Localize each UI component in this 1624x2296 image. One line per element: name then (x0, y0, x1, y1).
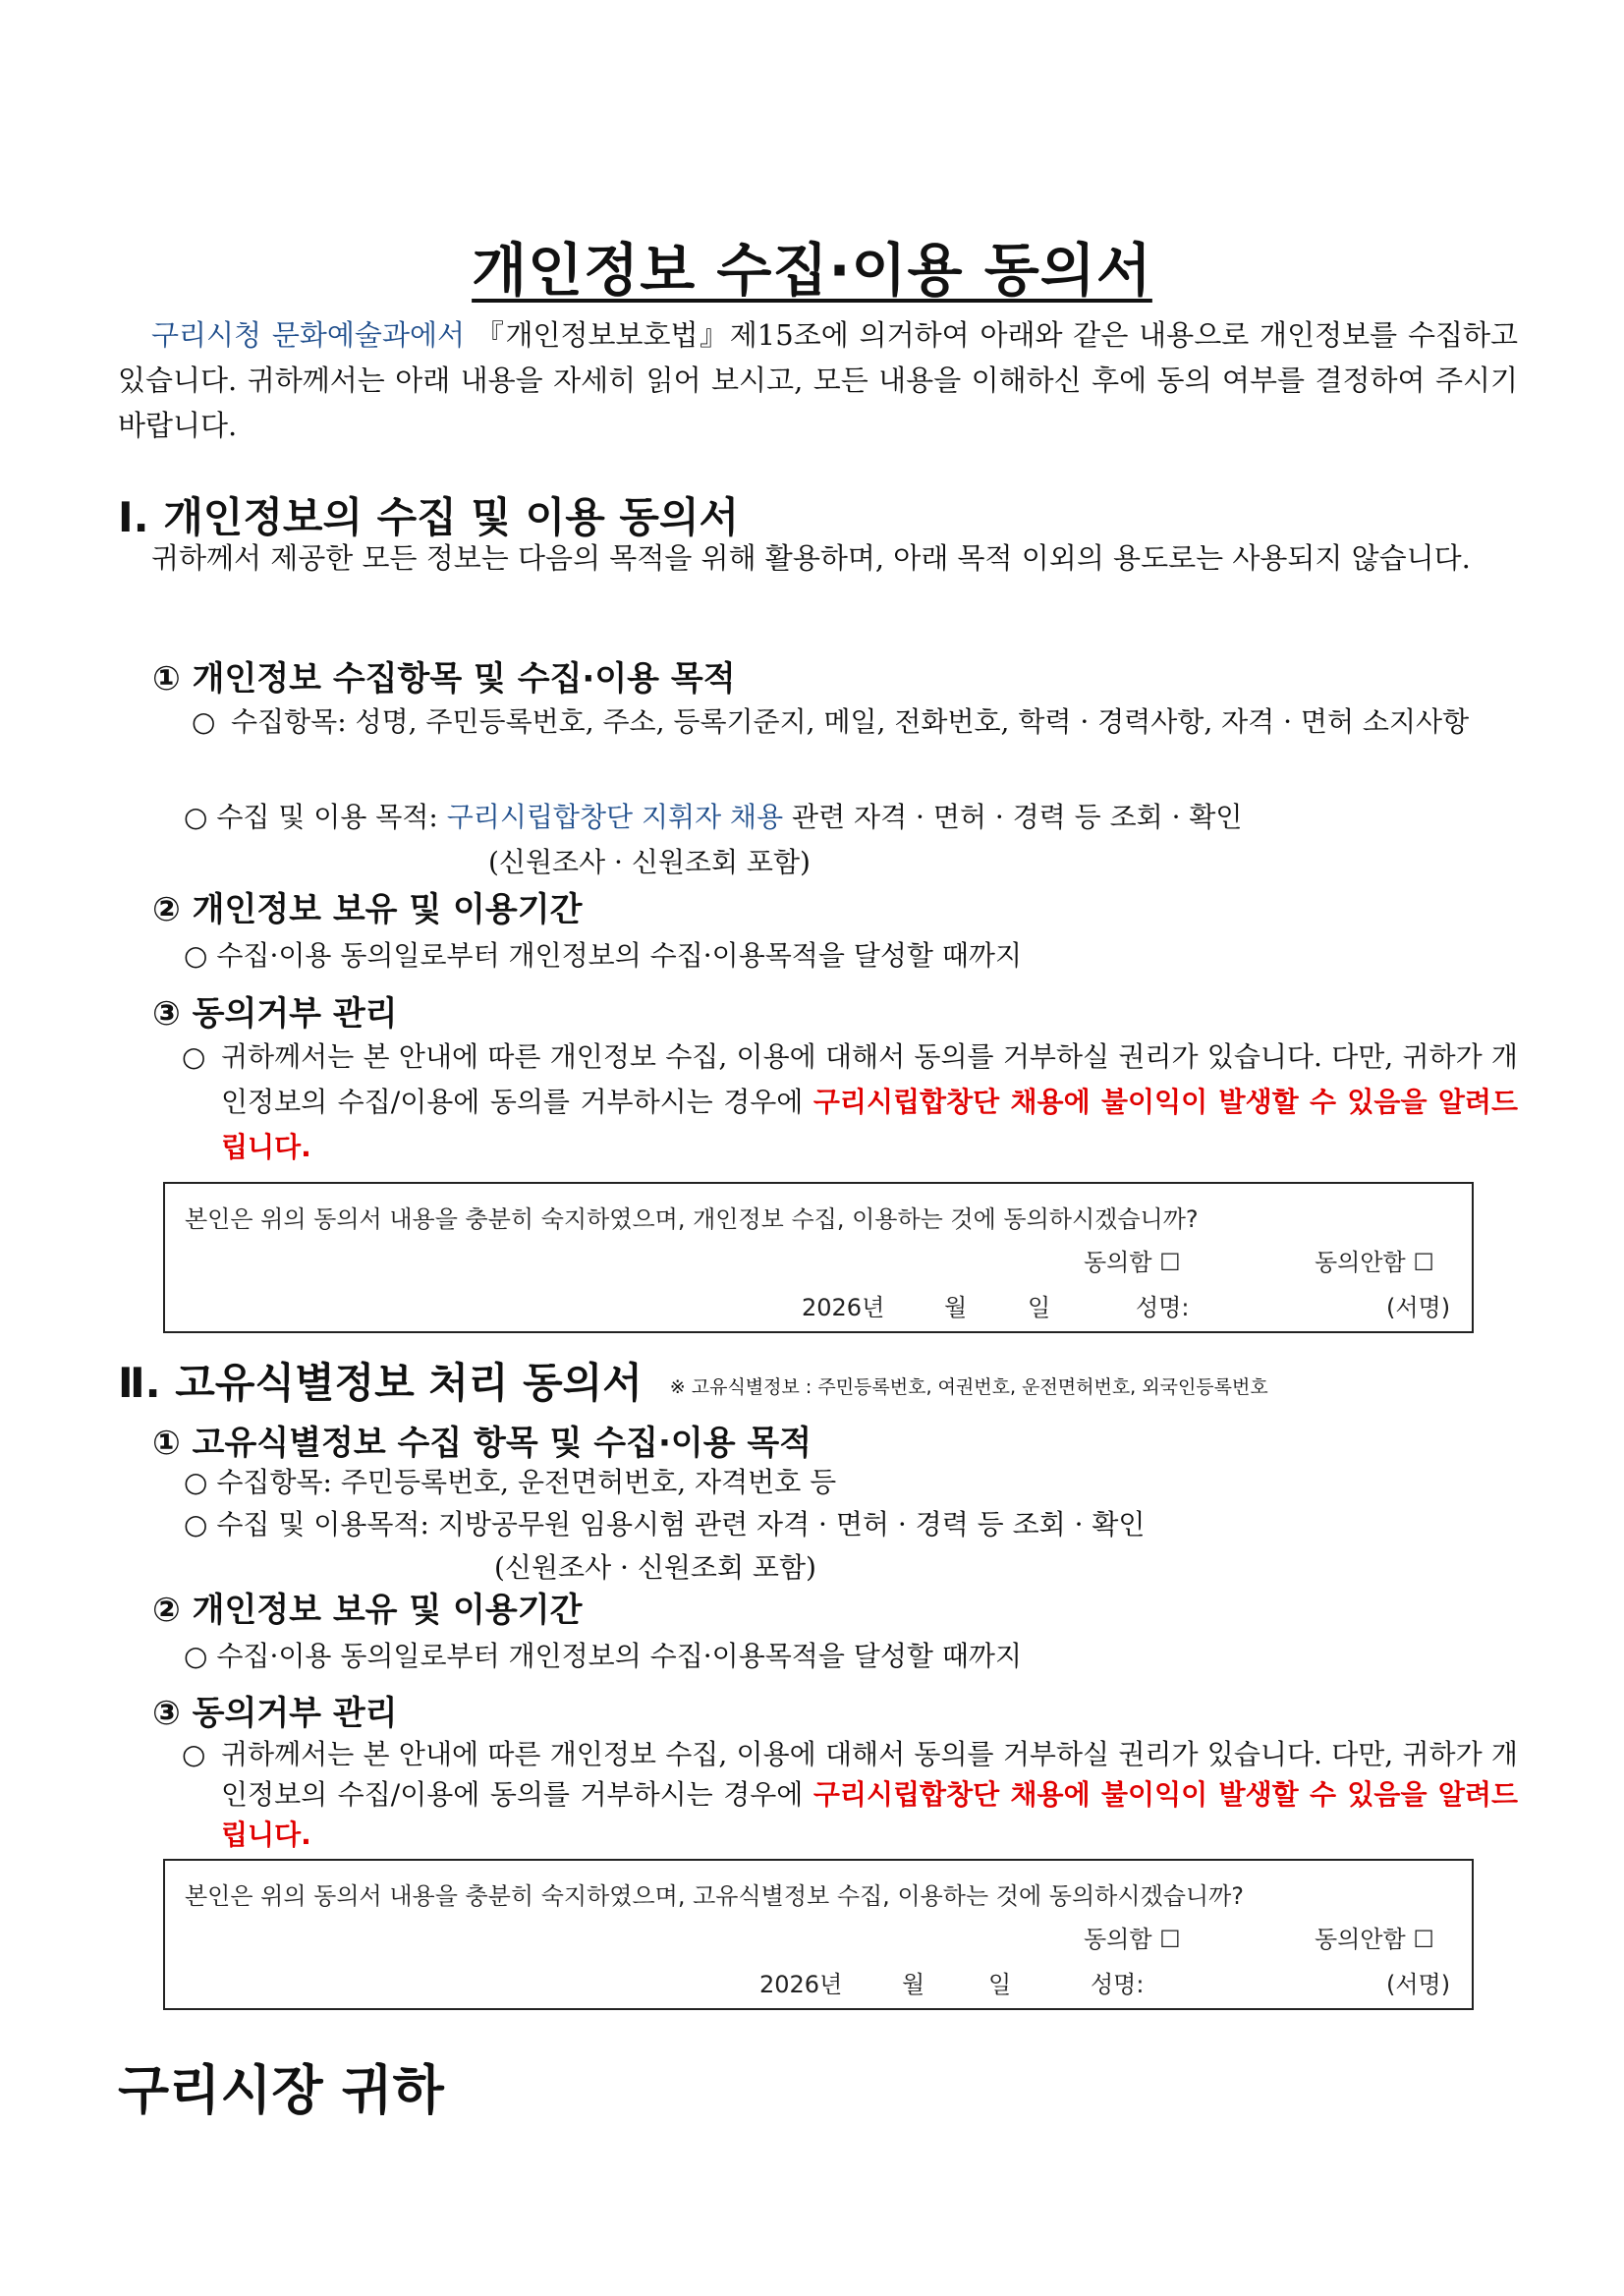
bullet-icon: ○ (184, 939, 217, 972)
consent-month: 월 (902, 1971, 925, 1998)
section1-item2-heading: ② 개인정보 보유 및 이용기간 (152, 890, 583, 929)
section2-note: ※ 고유식별정보 : 주민등록번호, 여권번호, 운전면허번호, 외국인등록번호 (669, 1376, 1268, 1398)
consent-question: 본인은 위의 동의서 내용을 충분히 숙지하였으며, 개인정보 수집, 이용하는 것에 동의하시겠습니까? (185, 1205, 1199, 1233)
section1-retention (184, 934, 1022, 974)
purpose-prefix: 수집 및 이용 목적: (216, 801, 438, 833)
intro-org: 구리시청 문화예술과에서 (151, 318, 465, 352)
section1-purpose-note: (신원조사 · 신원조회 포함) (488, 846, 811, 878)
addressee-footer: 구리시장 귀하 (118, 2059, 444, 2121)
bullet-icon: ○ (192, 705, 216, 738)
retention-text: 수집·이용 동의일로부터 개인정보의 수집·이용목적을 달성할 때까지 (216, 1640, 1022, 1672)
purpose-suffix: 관련 자격 · 면허 · 경력 등 조회 · 확인 (792, 801, 1243, 833)
section1-item3-heading: ③ 동의거부 관리 (152, 994, 398, 1034)
section2-consent-box (163, 1859, 1474, 2010)
refusal-text: 귀하께서는 본 안내에 따른 개인정보 수집, 이용에 대해서 동의를 거부하실 권리가 있습니다. 다만, 귀하가 개인정보의 수집/이용에 동의를 거부하시는 경우에 (221, 1040, 1518, 1118)
section1-heading: Ⅰ. 개인정보의 수집 및 이용 동의서 (118, 493, 740, 541)
section2-purpose (184, 1503, 1146, 1542)
bullet-icon: ○ (184, 1508, 217, 1540)
bullet-icon: ○ (184, 1466, 217, 1498)
refusal-warning: 구리시립합창단 채용에 불이익이 발생할 수 있음을 알려드립니다. (221, 1086, 1518, 1163)
section2-heading (118, 1351, 1268, 1410)
section1-refusal (182, 1035, 1518, 1170)
bullet-icon: ○ (184, 1640, 217, 1672)
consent-year: 2026년 (802, 1294, 885, 1321)
consent-month: 월 (944, 1294, 968, 1321)
consent-year: 2026년 (759, 1971, 843, 1998)
section2-item3-heading: ③ 동의거부 관리 (152, 1694, 398, 1733)
section1-item1-heading: ① 개인정보 수집항목 및 수집·이용 목적 (152, 659, 736, 699)
purpose-text: 수집 및 이용목적: 지방공무원 임용시험 관련 자격 · 면허 · 경력 등 조회 · 확인 (216, 1508, 1146, 1540)
agree-checkbox[interactable]: 동의함 ☐ (1084, 1926, 1181, 1953)
collect-items-text: 수집항목: 주민등록번호, 운전면허번호, 자격번호 등 (216, 1466, 837, 1498)
bullet-icon: ○ (182, 1738, 206, 1770)
bullet-icon: ○ (182, 1040, 206, 1073)
section2-item1-heading: ① 고유식별정보 수집 항목 및 수집·이용 목적 (152, 1424, 812, 1463)
agree-checkbox[interactable]: 동의함 ☐ (1084, 1249, 1181, 1276)
signature-seal: (서명) (1386, 1294, 1451, 1321)
bullet-icon: ○ (184, 801, 217, 833)
purpose-highlight: 구리시립합창단 지휘자 채용 (446, 801, 784, 833)
disagree-checkbox[interactable]: 동의안함 ☐ (1315, 1249, 1434, 1276)
signature-label: 성명: (1091, 1971, 1145, 1998)
refusal-warning: 구리시립합창단 채용에 불이익이 발생할 수 있음을 알려드립니다. (221, 1778, 1518, 1851)
consent-question: 본인은 위의 동의서 내용을 충분히 숙지하였으며, 고유식별정보 수집, 이용하는 것에 동의하시겠습니까? (185, 1882, 1245, 1910)
section2-refusal (182, 1734, 1518, 1855)
page-title: 개인정보 수집·이용 동의서 (472, 237, 1152, 304)
disagree-checkbox[interactable]: 동의안함 ☐ (1315, 1926, 1434, 1953)
section2-purpose-note: (신원조사 · 신원조회 포함) (494, 1551, 816, 1584)
section2-item2-heading: ② 개인정보 보유 및 이용기간 (152, 1591, 583, 1630)
consent-day: 일 (1028, 1294, 1051, 1321)
refusal-text: 귀하께서는 본 안내에 따른 개인정보 수집, 이용에 대해서 동의를 거부하실 권리가 있습니다. 다만, 귀하가 개인정보의 수집/이용에 동의를 거부하시는 경우에 (221, 1738, 1518, 1811)
consent-day: 일 (988, 1971, 1012, 1998)
intro-paragraph (118, 312, 1518, 448)
section2-collect-items (184, 1461, 837, 1500)
section2-retention (184, 1635, 1022, 1674)
signature-seal: (서명) (1386, 1971, 1451, 1998)
section1-collect-items (192, 700, 1518, 745)
collect-items-text: 수집항목: 성명, 주민등록번호, 주소, 등록기준지, 메일, 전화번호, 학력 · 경력사항, 자격 · 면허 소지사항 (231, 705, 1470, 738)
retention-text: 수집·이용 동의일로부터 개인정보의 수집·이용목적을 달성할 때까지 (216, 939, 1022, 972)
intro-text: 『개인정보보호법』제15조에 의거하여 아래와 같은 내용으로 개인정보를 수집하고 있습니다. 귀하께서는 아래 내용을 자세히 읽어 보시고, 모든 내용을 이해하신 후에 동의 여부를 결정하여 주시기 바랍니다. (118, 318, 1519, 442)
signature-label: 성명: (1136, 1294, 1190, 1321)
section1-purpose (184, 796, 1243, 835)
section1-desc: 귀하께서 제공한 모든 정보는 다음의 목적을 위해 활용하며, 아래 목적 이외의 용도로는 사용되지 않습니다. (151, 541, 1471, 575)
section2-heading-text: Ⅱ. 고유식별정보 처리 동의서 (118, 1359, 643, 1407)
section1-consent-box (163, 1182, 1474, 1333)
